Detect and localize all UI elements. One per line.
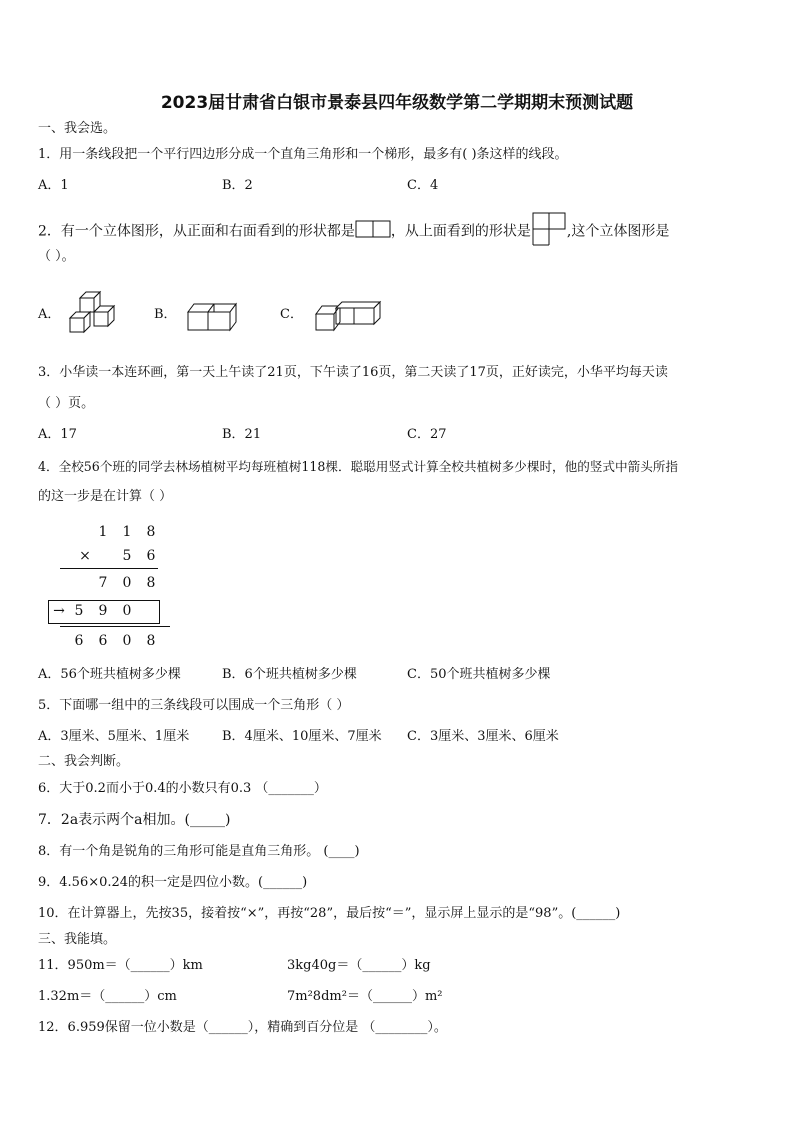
question-4-option-c: C．50个班共植树多少棵 (407, 667, 551, 682)
question-3-option-b: B．21 (222, 427, 262, 442)
question-1-option-b: B．2 (222, 178, 253, 193)
calc-rule-2 (60, 626, 170, 627)
question-6-text: 6．大于0.2而小于0.4的小数只有0.3 （_______） (38, 781, 327, 796)
question-11-right-2: 7m²8dm²＝（______）m² (287, 989, 443, 1004)
question-1-option-c: C．4 (407, 178, 439, 193)
question-8-text: 8．有一个角是锐角的三角形可能是直角三角形。 (____) (38, 844, 360, 859)
question-11-right-1: 3kg40g＝（______）kg (287, 958, 431, 973)
question-5-option-a: A．3厘米、5厘米、1厘米 (38, 729, 190, 744)
question-4-text: 4．全校56个班的同学去林场植树平均每班植树118棵．聪聪用竖式计算全校共植树多少棵时，他的竖式中箭头所指 (38, 459, 678, 474)
arrow-right-icon: → (53, 603, 65, 619)
question-4-option-b: B．6个班共植树多少棵 (222, 667, 357, 682)
question-2-option-a: A． (38, 307, 61, 322)
question-3-option-a: A．17 (38, 427, 77, 442)
question-2-text-part2: ，从上面看到的形状是 (390, 223, 531, 240)
question-9-text: 9．4.56×0.24的积一定是四位小数。(______) (38, 875, 308, 890)
front-view-shape-icon (355, 219, 391, 244)
option-b-cubes-icon (186, 300, 240, 334)
question-2-text-part1: 2．有一个立体图形，从正面和右面看到的形状都是 (38, 223, 355, 240)
question-2-option-b: B． (154, 307, 177, 322)
question-11-left-1: 11．950m＝（______）km (38, 958, 203, 973)
option-c-cubes-icon (314, 300, 384, 334)
section-heading-judge: 二、我会判断。 (38, 754, 130, 769)
question-4-option-a: A．56个班共植树多少棵 (38, 667, 181, 682)
question-12-text: 12．6.959保留一位小数是（______），精确到百分位是 （________）。 (38, 1020, 447, 1035)
option-a-cubes-icon (66, 290, 120, 338)
question-2-option-c: C． (280, 307, 303, 322)
question-2-text (38, 212, 669, 251)
question-11-left-2: 1.32m＝（______）cm (38, 989, 177, 1004)
question-5-option-b: B．4厘米、10厘米、7厘米 (222, 729, 382, 744)
section-heading-choice: 一、我会选。 (38, 121, 117, 136)
question-10-text: 10．在计算器上，先按35，接着按“×”，再按“28”，最后按“＝”，显示屏上显示的是“98”。(______) (38, 906, 621, 921)
top-view-shape-icon (531, 212, 567, 251)
exam-page: 2023届甘肃省白银市景泰县四年级数学第二学期期末预测试题 一、我会选。 1．用一条线段把一个平行四边形分成一个直角三角形和一个梯形，最多有( )条这样的线段。 A．1 B．2 C．4 2．有一个立体图形，从正面和右面看到的形状都是 ，从上面看到的形状是 ,这个立体图形是 （ ）。 A． B． C． 3．小华读一本连环画，第一天上午读了21页，下午读了16页，第二天读了17页，正好读完，小华平均每天读 （ ）页。 A．17 B．21 C．27 4．全校56个班的同学去林场植树平均每班植树118棵．聪聪用竖式计算全校共植树多少棵时，他的竖式中箭头所指 的这一步是在计算（ ） 1 1 8 × 5 6 7 0 8 → 5 9 0 6 6 0 8 A．56个班共植树多少棵 B．6个班共植树多少棵 C．50个班共植树多少棵 5．下面哪一组中的三条线段可以围成一个三角形（ ） A．3厘米、5厘米、1厘米 B．4厘米、10厘米、7厘米 C．3厘米、3厘米、6厘米 二、我会判断。 6．大于0.2而小于0.4的小数只有0.3 （_______） 7．2a表示两个a相加。(_____) 8．有一个角是锐角的三角形可能是直角三角形。 (____) 9．4.56×0.24的积一定是四位小数。(______) 10．在计算器上，先按35，接着按“×”，再按“28”，最后按“＝”，显示屏上显示的是“98”。(______) 三、我能填。 11．950m＝（______）km 3kg40g＝（______）kg 1.32m＝（______）cm 7m²8dm²＝（______）m² 12．6.959保留一位小数是（______），精确到百分位是 （________）。 (0, 0, 794, 1123)
question-5-option-c: C．3厘米、3厘米、6厘米 (407, 729, 559, 744)
question-3-option-c: C．27 (407, 427, 447, 442)
question-4-text-line2: 的这一步是在计算（ ） (38, 489, 173, 504)
section-heading-fill: 三、我能填。 (38, 932, 117, 947)
question-7-text: 7．2a表示两个a相加。(_____) (38, 812, 231, 828)
question-2-text-line2: （ ）。 (38, 249, 75, 264)
question-5-text: 5．下面哪一组中的三条线段可以围成一个三角形（ ） (38, 698, 350, 713)
question-3-text-line2: （ ）页。 (38, 396, 95, 411)
calc-rule-1 (60, 568, 158, 569)
page-title: 2023届甘肃省白银市景泰县四年级数学第二学期期末预测试题 (160, 93, 634, 113)
question-1-option-a: A．1 (38, 178, 69, 193)
question-1-text: 1．用一条线段把一个平行四边形分成一个直角三角形和一个梯形，最多有( )条这样的线段。 (38, 147, 568, 162)
question-3-text: 3．小华读一本连环画，第一天上午读了21页，下午读了16页，第二天读了17页，正好读完，小华平均每天读 (38, 365, 668, 380)
question-2-text-part3: ,这个立体图形是 (566, 223, 670, 240)
